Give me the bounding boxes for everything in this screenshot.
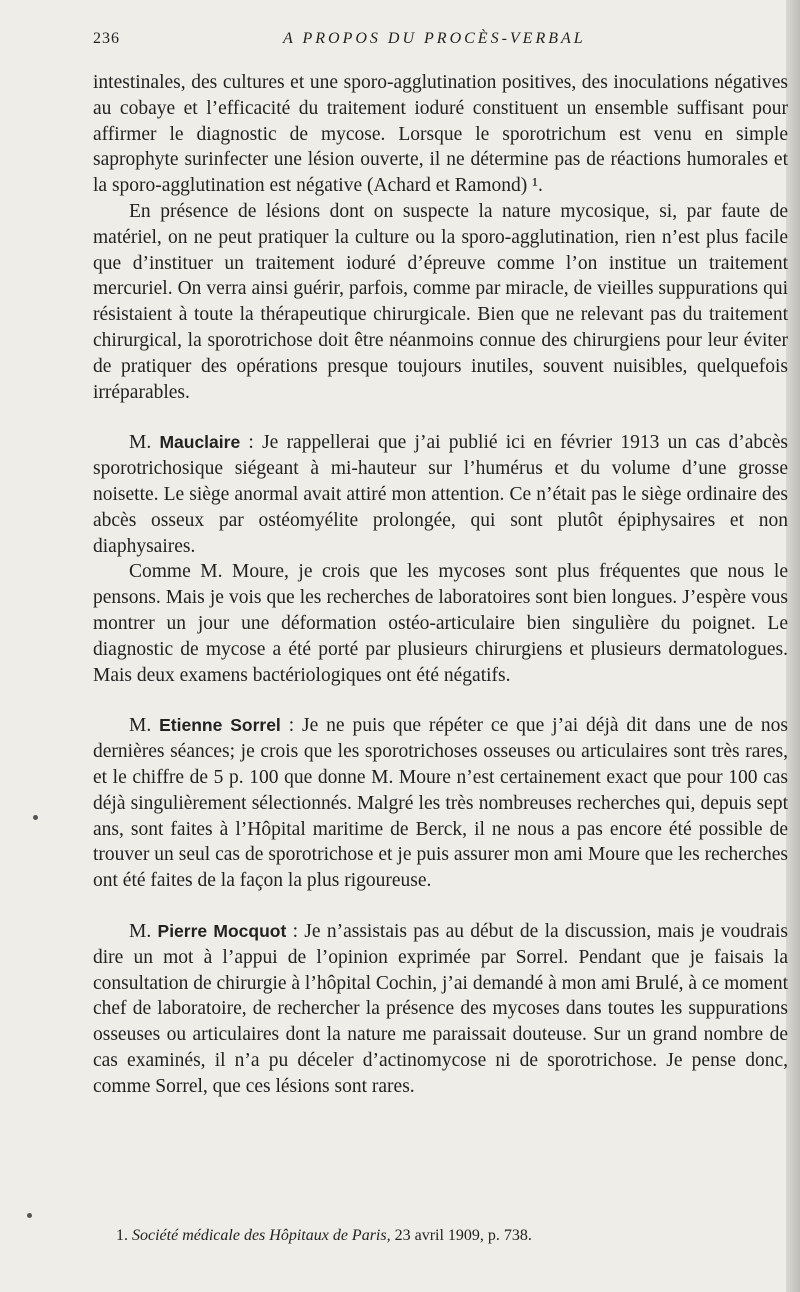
paragraph-2: En présence de lésions dont on suspecte la nature mycosique, si, par faute de matériel, on ne peut pratiquer la culture ou la sporo-agglutination, rien n’est plus facile que d’instituer un traitement ioduré d’épreuve comme l’on institue un traitement mercuriel. On verra ainsi guérir, parfois, comme par miracle, de vieilles suppurations qui résistaient à toute la thérapeutique chirurgicale. Bien que ne relevant pas du traitement chirurgical, la sporotrichose doit être néanmoins connue des chirurgiens pour leur éviter de pratiquer des opérations presque toujours inutiles, souvent nuisibles, quelquefois irréparables. [93,200,788,403]
speaker-prefix: M. [129,920,158,942]
paragraph-sorrel [93,713,788,894]
page-header [93,30,783,54]
page-number: 236 [93,30,120,47]
footnote-marker: 1. [116,1227,128,1244]
paragraph-mauclaire [93,430,788,559]
margin-dot-mark [33,815,38,820]
speech-text-mauclaire: : Je rappellerai que j’ai publié ici en février 1913 un cas d’abcès sporotrichosique siégeant à mi-hauteur sur l’humérus et du volume d’une grosse noisette. Le siège anormal avait attiré mon attention. Ce n’était pas le siège ordinaire des abcès osseux par ostéomyélite prolongée, qui sont plutôt épiphysaires et non diaphysaires. [93,432,788,557]
spacer [93,688,788,713]
speaker-name-sorrel: Etienne Sorrel [159,715,281,736]
speaker-prefix: M. [129,432,160,454]
page-edge [786,0,800,1292]
paragraph-4: Comme M. Moure, je crois que les mycoses sont plus fréquentes que nous le pensons. Mais je vois que les recherches de laboratoires sont bien longues. J’espère vous montrer un jour une déformation ostéo-articulaire bien singulière du poignet. Le diagnostic de mycose a été porté par plusieurs chirurgiens et plusieurs dermatologues. Mais deux examens bactériologiques ont été négatifs. [93,561,788,686]
paragraph-mocquot [93,919,788,1100]
speaker-prefix: M. [129,715,160,737]
footnote-details: 23 avril 1909, p. 738. [394,1227,532,1244]
body-text [93,70,788,1099]
footnote-source: Société médicale des Hôpitaux de Paris, [132,1227,391,1244]
spacer [93,405,788,430]
footnote [116,1227,756,1245]
speaker-name-mocquot: Pierre Mocquot [157,920,287,941]
speech-text-sorrel: : Je ne puis que répéter ce que j’ai déjà dit dans une de nos dernières séances; je crois que les sporotrichoses osseuses ou articulaires sont très rares, et le chiffre de 5 p. 100 que donne M. Moure n’est certainement exact que pour 100 cas déjà singulièrement sélectionnés. Malgré les très nombreuses recherches qui, depuis sept ans, sont faites à l’Hôpital maritime de Berck, il ne nous a pas encore été possible de trouver un seul cas de sporotrichose et je puis assurer mon ami Moure que les recherches ont été faites de la façon la plus rigoureuse. [93,715,788,892]
paragraph-1: intestinales, des cultures et une sporo-agglutination positives, des inoculations négatives au cobaye et l’efficacité du traitement ioduré constituent un ensemble suffisant pour affirmer le diagnostic de mycose. Lorsque le sporotrichum est venu en simple saprophyte surinfecter une lésion ouverte, il ne détermine pas de réactions humorales et la sporo-agglutination est négative (Achard et Ramond) ¹. [93,72,788,197]
spacer [93,894,788,919]
speech-text-mocquot: : Je n’assistais pas au début de la discussion, mais je voudrais dire un mot à l’appui de l’opinion exprimée par Sorrel. Pendant que je faisais la consultation de chirurgie à l’hôpital Cochin, j’ai demandé à mon ami Brulé, à ce moment chef de laboratoire, de rechercher la présence des mycoses dans toutes les suppurations osseuses ou articulaires dont la nature me paraissait douteuse. Sur un grand nombre de cas examinés, il n’a pu déceler d’actinomycose ni de sporotrichose. Je pense donc, comme Sorrel, que ces lésions sont rares. [93,920,788,1097]
speaker-name-mauclaire: Mauclaire [159,432,241,453]
running-head: A PROPOS DU PROCÈS-VERBAL [283,30,586,47]
margin-dot-mark [27,1213,32,1218]
